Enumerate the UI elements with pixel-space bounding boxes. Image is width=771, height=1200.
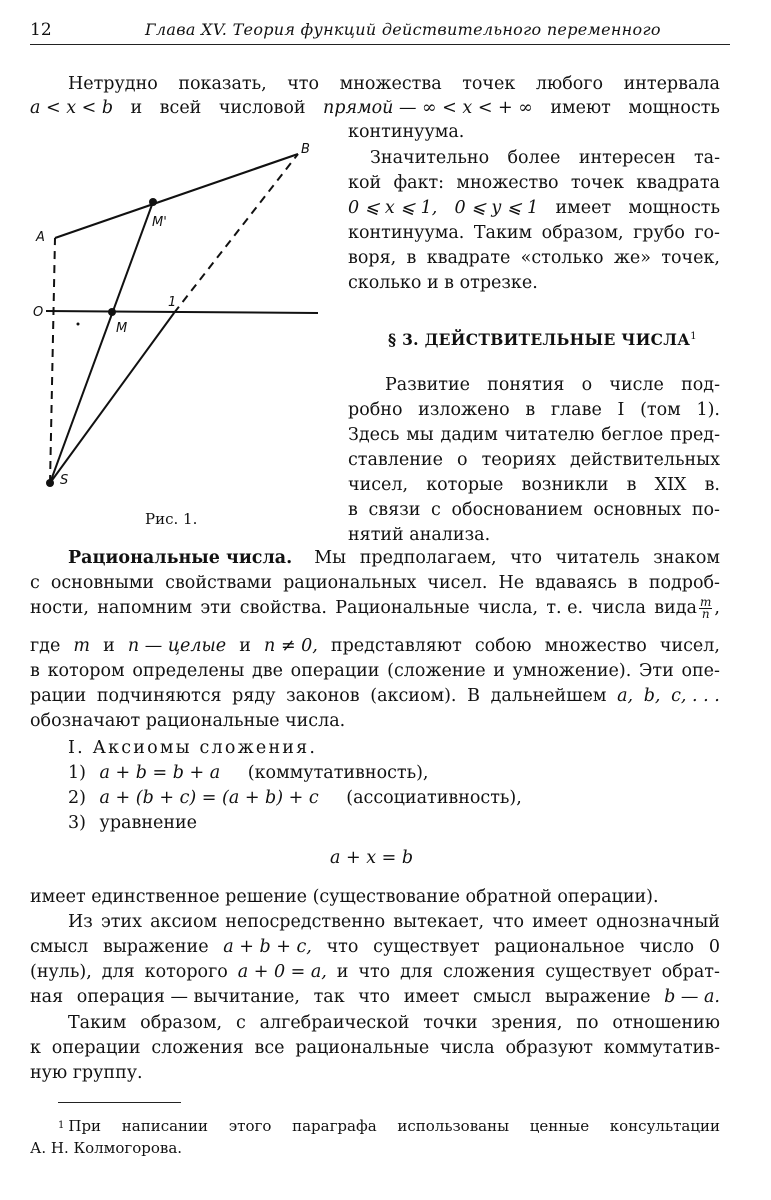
equation-a-plus-x: a + x = b [330,848,414,868]
word: ценные [529,1117,590,1135]
word: образом, [140,1013,223,1033]
word: вида [654,598,697,618]
header-rule [30,44,730,45]
word: две [251,661,283,681]
rational-heading: Рациональные числа. [68,548,293,568]
word: непосредственно [225,912,386,932]
axiom-2 [68,786,522,810]
word: континуума. [348,223,465,243]
label-a: A [36,230,45,245]
word: беглое [601,425,664,445]
word: зрения, [491,1013,563,1033]
word: где [30,636,61,656]
word: и [130,98,143,118]
word: точек, [661,248,720,268]
word: параграфа [292,1117,377,1135]
rational-line-3-text [30,596,697,620]
word: опе- [681,661,720,681]
word: в [626,475,637,495]
word: воря, [348,248,397,268]
word: о [581,375,593,395]
word: возникли [521,475,609,495]
word: рациональное [494,937,625,957]
word: ности, [30,598,89,618]
word: подроб- [648,573,720,593]
axiom-2-name: (ассоциативность), [346,788,522,808]
label-s: S [60,473,69,488]
word: a < x < b [30,98,114,118]
word: n — целые [127,636,227,656]
word: 0 ⩽ y ⩽ 1 [454,198,539,218]
word: операции [51,1038,141,1058]
footnote-line-1-text [68,1114,720,1138]
label-o: O [33,305,44,320]
word: теориях [481,450,556,470]
word: мощность [628,98,720,118]
point-s [46,479,54,487]
word: знаком [653,548,720,568]
word: связи [368,500,421,520]
word: показать, [178,74,267,94]
fraction-m-over-n: $\frac{m}{n}$ [700,594,712,621]
rc-p2-line-5 [348,473,720,497]
word: мы [406,425,434,445]
axiom-3 [68,811,197,835]
word: имеет [403,987,460,1007]
word: числа [440,1038,495,1058]
word: n ≠ 0, [264,636,318,656]
word: «столько [520,248,604,268]
word: и [103,636,115,656]
rc-p1-line-6 [348,271,538,295]
word: в. [704,475,720,495]
word: читатель [555,548,640,568]
rational-line-5 [30,659,720,683]
figure-caption: Рис. 1. [145,510,198,528]
word: для [101,962,135,982]
word: кой [348,173,382,193]
word: числе [609,375,664,395]
word: числа [591,598,646,618]
label-m: M [116,321,128,336]
small-dot [77,323,80,326]
footnote-line-1 [58,1114,720,1138]
word: предполагаем, [359,548,497,568]
word: по- [691,500,720,520]
word: (сложение [387,661,486,681]
word: существует [545,962,652,982]
rc-p2-line-4 [348,448,720,472]
word: ставление [348,450,443,470]
rc-p2-line-2 [348,398,720,422]
word: точек [462,74,516,94]
word: интересен [578,148,676,168]
word: та- [693,148,720,168]
word: ряду [232,686,276,706]
word: читателю [504,425,595,445]
word: напомним [97,598,193,618]
word: рациональные [295,1038,430,1058]
word: собою [474,636,532,656]
group-line-3: ную группу. [30,1063,143,1083]
word: рации [30,686,87,706]
section-footnote-mark: 1 [690,330,697,342]
word: b, [643,686,661,706]
word: точки [423,1013,478,1033]
consequence-line-1 [68,910,720,934]
segment-o1 [46,311,318,313]
word: коммутатив- [603,1038,720,1058]
word: XIX [654,475,687,495]
word: Таким [473,223,533,243]
word: (том [640,400,681,420]
word: ная [30,987,64,1007]
word: пред- [670,425,720,445]
word: этого [228,1117,272,1135]
footnote-line-2: А. Н. Колмогорова. [30,1139,183,1157]
word: в [348,500,358,520]
word: консультации [609,1117,720,1135]
word: написании [121,1117,209,1135]
word: Мы [314,548,347,568]
word: в [627,573,638,593]
word: b — a. [664,987,720,1007]
segment-ab [55,154,298,238]
word: всей [159,98,202,118]
word: изложено [418,400,510,420]
word: с [431,500,441,520]
word: образом, [541,223,624,243]
word: a + b + c, [223,937,312,957]
axiom-3-num: 3) [68,813,86,833]
word: действительных [570,450,720,470]
running-title: Глава XV. Теория функций действительного переменного [145,20,661,39]
word: Развитие [385,375,470,395]
word: грубо [633,223,685,243]
rational-line-6 [30,684,720,708]
word: однозначный [595,912,720,932]
word: определены [132,661,245,681]
word: множество [456,173,559,193]
axioms-title: I. Аксиомы сложения. [68,738,318,758]
word: Рациональные [335,598,470,618]
word: котором [47,661,125,681]
word: множество [544,636,647,656]
axiom-1-formula: a + b = b + a [99,763,221,783]
word: по [576,1013,599,1033]
word: операции [290,661,380,681]
axiom-2-formula: a + (b + c) = (a + b) + c [99,788,319,808]
word: так [313,987,345,1007]
line-sm [50,202,153,483]
word: алгебраической [259,1013,410,1033]
word: a, [617,686,634,706]
word: в [525,400,536,420]
word: свойствами [165,573,273,593]
word: что [358,962,391,982]
word: эти [200,598,232,618]
rational-line-1-rest [314,546,720,570]
word: точек [570,173,624,193]
word: c, . . . [671,686,720,706]
word: в [406,248,417,268]
word: же» [613,248,651,268]
rc-p1-line-5 [348,246,720,270]
word: законов [286,686,360,706]
word: Нетрудно [68,74,158,94]
group-line-1 [68,1011,720,1035]
line-s1 [50,313,174,483]
axiom-3-text: уравнение [99,813,198,833]
word: 0 [708,937,720,957]
dashed-1b [174,154,298,313]
word: m [73,636,91,656]
axiom-1-num: 1) [68,763,86,783]
word: имеют [550,98,611,118]
word: смысл [30,937,89,957]
word: го- [694,223,720,243]
word: что [492,912,525,932]
word: квадрате [426,248,511,268]
axiom-1 [68,761,429,785]
word: Из [68,912,93,932]
intro-line-2 [30,96,720,120]
word: числа, [477,598,539,618]
word: существует [373,937,480,957]
rational-line-2 [30,571,720,595]
footnote-rule [58,1102,181,1103]
consequence-line-4 [30,985,720,1009]
word: чисел, [348,475,409,495]
rc-p1-line-4 [348,221,720,245]
word: Таким [68,1013,127,1033]
rc-p2-line-1 [385,373,720,397]
word: мощность [628,198,720,218]
label-m-prime: M' [152,215,167,230]
word: интервала [623,74,720,94]
word: главе [550,400,602,420]
axiom-2-num: 2) [68,788,86,808]
word: квадрата [636,173,720,193]
word: для [400,962,434,982]
word: операция — вычитание, [76,987,300,1007]
intro-line-3: континуума. [348,122,465,142]
rational-line-3: ности, напомним эти свойства. Рациональные числа, т. е. числа вида $\frac{m}{n}$ , [30,594,720,621]
word: числовой [218,98,306,118]
word: этих [100,912,142,932]
word: к [30,1038,41,1058]
section-title: § 3. ДЕЙСТВИТЕЛЬНЫЕ ЧИСЛА$^1$ [388,330,697,349]
word: a + 0 = a, [237,962,327,982]
rc-p2-line-3 [348,423,720,447]
word: которого [144,962,228,982]
rc-p2-line-6 [348,498,720,522]
label-b: B [301,142,310,157]
word: Эти [639,661,674,681]
word: и [239,636,251,656]
word: отношению [612,1013,720,1033]
consequence-line-3 [30,960,720,984]
word: и [336,962,349,982]
word: сколько и в отрезке. [348,273,538,293]
word: нятий анализа. [348,525,491,545]
word: что [326,937,359,957]
word: все [254,1038,285,1058]
word: дальнейшем [490,686,607,706]
word: прямой — ∞ < x < + ∞ [323,98,533,118]
rc-p2-line-7 [348,523,490,547]
word: образуют [505,1038,593,1058]
word: подчиняются [96,686,222,706]
word: Не [498,573,525,593]
word: понятия [487,375,565,395]
word: использованы [397,1117,510,1135]
rational-line-7: обозначают рациональные числа. [30,711,346,731]
dashed-sa [50,238,55,483]
word: вдаваясь [535,573,617,593]
word: множества [339,74,442,94]
word: сложения [151,1038,244,1058]
word: При [68,1117,102,1135]
word: с [30,573,40,593]
rc-p1-line-2 [348,171,720,195]
word: имеет [555,198,612,218]
word: дадим [440,425,498,445]
point-m [108,308,116,316]
word: основными [50,573,155,593]
label-one: 1 [168,295,177,310]
word: под- [681,375,720,395]
word: (аксиом). [370,686,457,706]
word: в [30,661,40,681]
word: с [235,1013,246,1033]
word: сложения [443,962,536,982]
point-m-prime [149,198,157,206]
word: имеет [532,912,588,932]
word: 0 ⩽ x ⩽ 1, [348,198,438,218]
word: вытекает, [393,912,485,932]
word: умножение). [512,661,632,681]
rc-p1-line-3 [348,196,720,220]
word: что [287,74,320,94]
word: обрат- [661,962,720,982]
word: робно [348,400,403,420]
word: Здесь [348,425,400,445]
word: выражение [103,937,209,957]
word: более [507,148,561,168]
axiom-1-name: (коммутативность), [247,763,429,783]
word: 1). [696,400,720,420]
group-line-2 [30,1036,720,1060]
word: аксиом [150,912,218,932]
word: В [467,686,481,706]
consequence-line-2 [30,935,720,959]
word: рациональных [283,573,417,593]
axioms-after: имеет единственное решение (существование обратной операции). [30,887,659,907]
word: т. е. [546,598,584,618]
intro-line-1 [68,72,720,96]
word: Значительно [370,148,490,168]
word: что [358,987,391,1007]
word: о [457,450,468,470]
word: число [639,937,695,957]
figure-1-diagram [28,136,328,496]
word: свойства. [239,598,327,618]
word: которые [426,475,504,495]
rational-line-4 [30,634,720,658]
footnote-mark: 1 [58,1120,65,1131]
word: что [510,548,543,568]
rc-p1-line-1 [370,146,720,170]
word: представляют [330,636,462,656]
page-number: 12 [30,20,52,40]
rational-line-1 [68,546,720,570]
word: I [617,400,625,420]
word: чисел, [659,636,720,656]
word: выражение [544,987,651,1007]
word: чисел. [427,573,488,593]
word: (нуль), [30,962,92,982]
word: и [493,661,505,681]
word: факт: [393,173,445,193]
word: обоснованием [451,500,583,520]
word: основных [593,500,682,520]
word: любого [535,74,603,94]
word: смысл [473,987,532,1007]
